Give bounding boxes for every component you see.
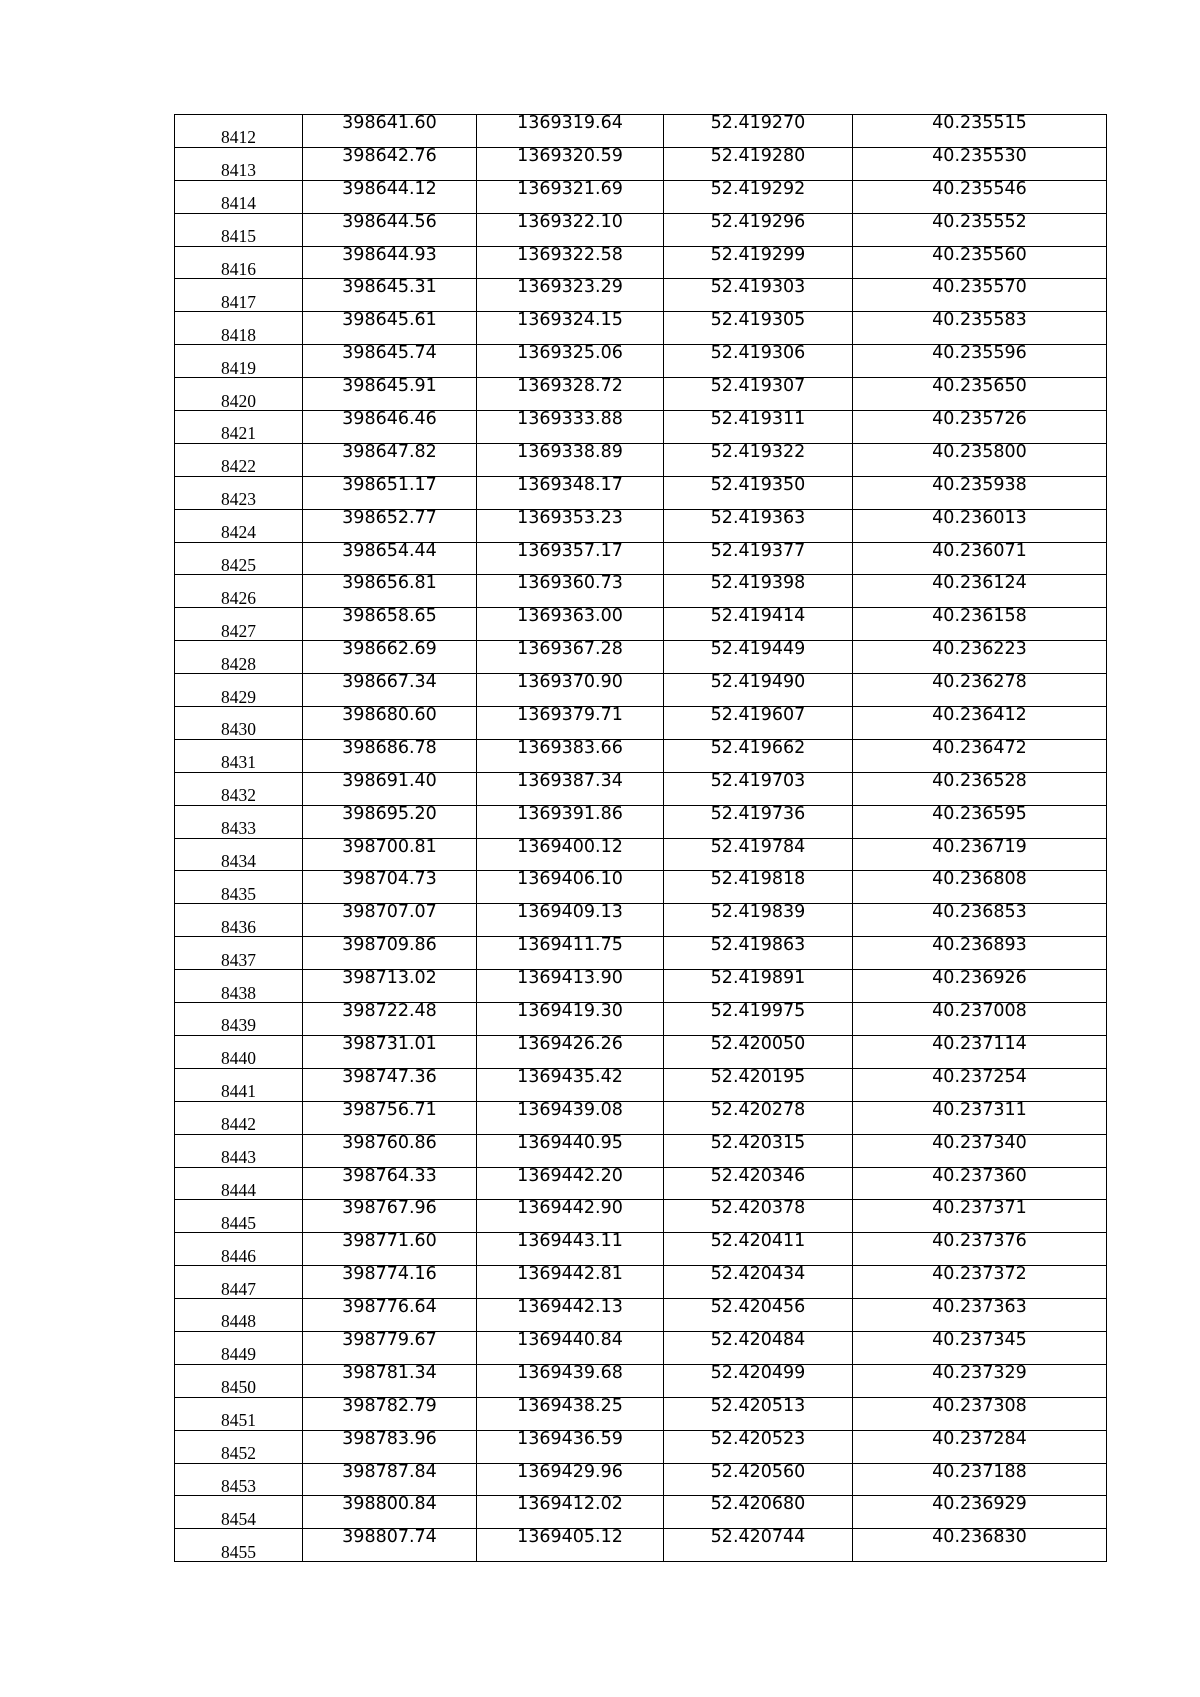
x-coordinate-cell: 398644.12 xyxy=(303,180,477,213)
longitude-cell: 40.237329 xyxy=(853,1364,1107,1397)
longitude-cell: 40.236808 xyxy=(853,871,1107,904)
longitude-cell: 40.237114 xyxy=(853,1035,1107,1068)
point-number-cell: 8449 xyxy=(175,1331,303,1364)
latitude-cell: 52.419307 xyxy=(664,378,853,411)
point-number-cell: 8412 xyxy=(175,115,303,148)
y-coordinate-cell: 1369323.29 xyxy=(477,279,664,312)
point-number-cell: 8414 xyxy=(175,180,303,213)
y-coordinate-cell: 1369411.75 xyxy=(477,937,664,970)
x-coordinate-cell: 398658.65 xyxy=(303,608,477,641)
point-number-cell: 8435 xyxy=(175,871,303,904)
table-row xyxy=(175,246,1107,279)
x-coordinate-cell: 398662.69 xyxy=(303,641,477,674)
longitude-cell: 40.237308 xyxy=(853,1397,1107,1430)
latitude-cell: 52.420484 xyxy=(664,1331,853,1364)
longitude-cell: 40.237363 xyxy=(853,1299,1107,1332)
point-number-cell: 8443 xyxy=(175,1134,303,1167)
y-coordinate-cell: 1369405.12 xyxy=(477,1529,664,1562)
latitude-cell: 52.420523 xyxy=(664,1430,853,1463)
table-row xyxy=(175,575,1107,608)
latitude-cell: 52.419296 xyxy=(664,213,853,246)
table-row xyxy=(175,312,1107,345)
latitude-cell: 52.419350 xyxy=(664,476,853,509)
x-coordinate-cell: 398700.81 xyxy=(303,838,477,871)
point-number-cell: 8451 xyxy=(175,1397,303,1430)
y-coordinate-cell: 1369324.15 xyxy=(477,312,664,345)
latitude-cell: 52.420378 xyxy=(664,1200,853,1233)
longitude-cell: 40.237340 xyxy=(853,1134,1107,1167)
x-coordinate-cell: 398776.64 xyxy=(303,1299,477,1332)
table-row xyxy=(175,115,1107,148)
longitude-cell: 40.237360 xyxy=(853,1167,1107,1200)
longitude-cell: 40.235596 xyxy=(853,345,1107,378)
latitude-cell: 52.419322 xyxy=(664,443,853,476)
point-number-cell: 8445 xyxy=(175,1200,303,1233)
latitude-cell: 52.419490 xyxy=(664,674,853,707)
y-coordinate-cell: 1369319.64 xyxy=(477,115,664,148)
table-row xyxy=(175,411,1107,444)
longitude-cell: 40.236071 xyxy=(853,542,1107,575)
y-coordinate-cell: 1369379.71 xyxy=(477,707,664,740)
longitude-cell: 40.237254 xyxy=(853,1068,1107,1101)
x-coordinate-cell: 398654.44 xyxy=(303,542,477,575)
table-row xyxy=(175,937,1107,970)
y-coordinate-cell: 1369439.68 xyxy=(477,1364,664,1397)
x-coordinate-cell: 398645.74 xyxy=(303,345,477,378)
y-coordinate-cell: 1369443.11 xyxy=(477,1233,664,1266)
longitude-cell: 40.236412 xyxy=(853,707,1107,740)
point-number-cell: 8433 xyxy=(175,805,303,838)
table-row xyxy=(175,345,1107,378)
table-row xyxy=(175,1397,1107,1430)
x-coordinate-cell: 398771.60 xyxy=(303,1233,477,1266)
table-row xyxy=(175,707,1107,740)
y-coordinate-cell: 1369442.90 xyxy=(477,1200,664,1233)
y-coordinate-cell: 1369442.20 xyxy=(477,1167,664,1200)
x-coordinate-cell: 398774.16 xyxy=(303,1266,477,1299)
point-number-cell: 8454 xyxy=(175,1496,303,1529)
x-coordinate-cell: 398781.34 xyxy=(303,1364,477,1397)
latitude-cell: 52.419280 xyxy=(664,147,853,180)
latitude-cell: 52.420434 xyxy=(664,1266,853,1299)
longitude-cell: 40.236893 xyxy=(853,937,1107,970)
latitude-cell: 52.420513 xyxy=(664,1397,853,1430)
x-coordinate-cell: 398764.33 xyxy=(303,1167,477,1200)
table-row xyxy=(175,1200,1107,1233)
table-row xyxy=(175,1299,1107,1332)
point-number-cell: 8426 xyxy=(175,575,303,608)
y-coordinate-cell: 1369367.28 xyxy=(477,641,664,674)
x-coordinate-cell: 398807.74 xyxy=(303,1529,477,1562)
x-coordinate-cell: 398787.84 xyxy=(303,1463,477,1496)
x-coordinate-cell: 398642.76 xyxy=(303,147,477,180)
point-number-cell: 8455 xyxy=(175,1529,303,1562)
x-coordinate-cell: 398645.91 xyxy=(303,378,477,411)
point-number-cell: 8431 xyxy=(175,739,303,772)
table-row xyxy=(175,805,1107,838)
table-row xyxy=(175,1167,1107,1200)
point-number-cell: 8428 xyxy=(175,641,303,674)
longitude-cell: 40.235570 xyxy=(853,279,1107,312)
y-coordinate-cell: 1369353.23 xyxy=(477,509,664,542)
x-coordinate-cell: 398680.60 xyxy=(303,707,477,740)
x-coordinate-cell: 398646.46 xyxy=(303,411,477,444)
x-coordinate-cell: 398645.31 xyxy=(303,279,477,312)
latitude-cell: 52.419607 xyxy=(664,707,853,740)
longitude-cell: 40.237376 xyxy=(853,1233,1107,1266)
table-row xyxy=(175,970,1107,1003)
longitude-cell: 40.237345 xyxy=(853,1331,1107,1364)
longitude-cell: 40.235530 xyxy=(853,147,1107,180)
x-coordinate-cell: 398707.07 xyxy=(303,904,477,937)
latitude-cell: 52.419703 xyxy=(664,772,853,805)
y-coordinate-cell: 1369322.10 xyxy=(477,213,664,246)
point-number-cell: 8438 xyxy=(175,970,303,1003)
latitude-cell: 52.419784 xyxy=(664,838,853,871)
y-coordinate-cell: 1369440.84 xyxy=(477,1331,664,1364)
point-number-cell: 8448 xyxy=(175,1299,303,1332)
latitude-cell: 52.419414 xyxy=(664,608,853,641)
point-number-cell: 8424 xyxy=(175,509,303,542)
x-coordinate-cell: 398691.40 xyxy=(303,772,477,805)
x-coordinate-cell: 398704.73 xyxy=(303,871,477,904)
x-coordinate-cell: 398667.34 xyxy=(303,674,477,707)
y-coordinate-cell: 1369338.89 xyxy=(477,443,664,476)
longitude-cell: 40.237284 xyxy=(853,1430,1107,1463)
point-number-cell: 8418 xyxy=(175,312,303,345)
longitude-cell: 40.236472 xyxy=(853,739,1107,772)
longitude-cell: 40.235560 xyxy=(853,246,1107,279)
latitude-cell: 52.419818 xyxy=(664,871,853,904)
latitude-cell: 52.419292 xyxy=(664,180,853,213)
point-number-cell: 8422 xyxy=(175,443,303,476)
y-coordinate-cell: 1369328.72 xyxy=(477,378,664,411)
longitude-cell: 40.235515 xyxy=(853,115,1107,148)
y-coordinate-cell: 1369442.81 xyxy=(477,1266,664,1299)
table-row xyxy=(175,1233,1107,1266)
table-row xyxy=(175,1496,1107,1529)
y-coordinate-cell: 1369391.86 xyxy=(477,805,664,838)
y-coordinate-cell: 1369400.12 xyxy=(477,838,664,871)
x-coordinate-cell: 398644.56 xyxy=(303,213,477,246)
table-row xyxy=(175,476,1107,509)
x-coordinate-cell: 398782.79 xyxy=(303,1397,477,1430)
longitude-cell: 40.237371 xyxy=(853,1200,1107,1233)
y-coordinate-cell: 1369363.00 xyxy=(477,608,664,641)
x-coordinate-cell: 398709.86 xyxy=(303,937,477,970)
point-number-cell: 8442 xyxy=(175,1101,303,1134)
longitude-cell: 40.236013 xyxy=(853,509,1107,542)
x-coordinate-cell: 398800.84 xyxy=(303,1496,477,1529)
latitude-cell: 52.419662 xyxy=(664,739,853,772)
y-coordinate-cell: 1369419.30 xyxy=(477,1003,664,1036)
y-coordinate-cell: 1369406.10 xyxy=(477,871,664,904)
table-row xyxy=(175,1529,1107,1562)
table-row xyxy=(175,1331,1107,1364)
x-coordinate-cell: 398645.61 xyxy=(303,312,477,345)
x-coordinate-cell: 398641.60 xyxy=(303,115,477,148)
point-number-cell: 8434 xyxy=(175,838,303,871)
y-coordinate-cell: 1369413.90 xyxy=(477,970,664,1003)
y-coordinate-cell: 1369357.17 xyxy=(477,542,664,575)
table-row xyxy=(175,509,1107,542)
latitude-cell: 52.419449 xyxy=(664,641,853,674)
point-number-cell: 8417 xyxy=(175,279,303,312)
longitude-cell: 40.236528 xyxy=(853,772,1107,805)
latitude-cell: 52.419306 xyxy=(664,345,853,378)
table-row xyxy=(175,279,1107,312)
table-row xyxy=(175,871,1107,904)
point-number-cell: 8437 xyxy=(175,937,303,970)
longitude-cell: 40.236719 xyxy=(853,838,1107,871)
longitude-cell: 40.235650 xyxy=(853,378,1107,411)
x-coordinate-cell: 398783.96 xyxy=(303,1430,477,1463)
y-coordinate-cell: 1369370.90 xyxy=(477,674,664,707)
table-row xyxy=(175,641,1107,674)
latitude-cell: 52.420315 xyxy=(664,1134,853,1167)
point-number-cell: 8439 xyxy=(175,1003,303,1036)
point-number-cell: 8440 xyxy=(175,1035,303,1068)
longitude-cell: 40.236926 xyxy=(853,970,1107,1003)
longitude-cell: 40.235800 xyxy=(853,443,1107,476)
y-coordinate-cell: 1369426.26 xyxy=(477,1035,664,1068)
latitude-cell: 52.420560 xyxy=(664,1463,853,1496)
point-number-cell: 8423 xyxy=(175,476,303,509)
latitude-cell: 52.419299 xyxy=(664,246,853,279)
point-number-cell: 8447 xyxy=(175,1266,303,1299)
x-coordinate-cell: 398779.67 xyxy=(303,1331,477,1364)
longitude-cell: 40.235546 xyxy=(853,180,1107,213)
table-row xyxy=(175,378,1107,411)
table-row xyxy=(175,739,1107,772)
longitude-cell: 40.235938 xyxy=(853,476,1107,509)
latitude-cell: 52.419891 xyxy=(664,970,853,1003)
point-number-cell: 8427 xyxy=(175,608,303,641)
latitude-cell: 52.419736 xyxy=(664,805,853,838)
latitude-cell: 52.420680 xyxy=(664,1496,853,1529)
longitude-cell: 40.236278 xyxy=(853,674,1107,707)
longitude-cell: 40.237372 xyxy=(853,1266,1107,1299)
table-row xyxy=(175,147,1107,180)
table-row xyxy=(175,213,1107,246)
table-row xyxy=(175,1266,1107,1299)
latitude-cell: 52.419398 xyxy=(664,575,853,608)
y-coordinate-cell: 1369438.25 xyxy=(477,1397,664,1430)
y-coordinate-cell: 1369409.13 xyxy=(477,904,664,937)
x-coordinate-cell: 398747.36 xyxy=(303,1068,477,1101)
table-row xyxy=(175,1134,1107,1167)
point-number-cell: 8415 xyxy=(175,213,303,246)
point-number-cell: 8430 xyxy=(175,707,303,740)
latitude-cell: 52.420456 xyxy=(664,1299,853,1332)
latitude-cell: 52.420195 xyxy=(664,1068,853,1101)
y-coordinate-cell: 1369436.59 xyxy=(477,1430,664,1463)
table-row xyxy=(175,1463,1107,1496)
longitude-cell: 40.236158 xyxy=(853,608,1107,641)
y-coordinate-cell: 1369320.59 xyxy=(477,147,664,180)
table-row xyxy=(175,608,1107,641)
latitude-cell: 52.420411 xyxy=(664,1233,853,1266)
y-coordinate-cell: 1369429.96 xyxy=(477,1463,664,1496)
latitude-cell: 52.419863 xyxy=(664,937,853,970)
longitude-cell: 40.235583 xyxy=(853,312,1107,345)
longitude-cell: 40.237188 xyxy=(853,1463,1107,1496)
x-coordinate-cell: 398767.96 xyxy=(303,1200,477,1233)
table-row xyxy=(175,772,1107,805)
table-row xyxy=(175,542,1107,575)
point-number-cell: 8436 xyxy=(175,904,303,937)
y-coordinate-cell: 1369321.69 xyxy=(477,180,664,213)
table-row xyxy=(175,180,1107,213)
y-coordinate-cell: 1369442.13 xyxy=(477,1299,664,1332)
latitude-cell: 52.419311 xyxy=(664,411,853,444)
table-row xyxy=(175,1101,1107,1134)
latitude-cell: 52.420278 xyxy=(664,1101,853,1134)
y-coordinate-cell: 1369440.95 xyxy=(477,1134,664,1167)
table-row xyxy=(175,1430,1107,1463)
longitude-cell: 40.236595 xyxy=(853,805,1107,838)
table-row xyxy=(175,838,1107,871)
point-number-cell: 8425 xyxy=(175,542,303,575)
point-number-cell: 8450 xyxy=(175,1364,303,1397)
longitude-cell: 40.236830 xyxy=(853,1529,1107,1562)
x-coordinate-cell: 398695.20 xyxy=(303,805,477,838)
y-coordinate-cell: 1369360.73 xyxy=(477,575,664,608)
latitude-cell: 52.420346 xyxy=(664,1167,853,1200)
x-coordinate-cell: 398656.81 xyxy=(303,575,477,608)
x-coordinate-cell: 398647.82 xyxy=(303,443,477,476)
latitude-cell: 52.419303 xyxy=(664,279,853,312)
table-row xyxy=(175,1364,1107,1397)
x-coordinate-cell: 398756.71 xyxy=(303,1101,477,1134)
table-row xyxy=(175,904,1107,937)
point-number-cell: 8444 xyxy=(175,1167,303,1200)
latitude-cell: 52.419839 xyxy=(664,904,853,937)
y-coordinate-cell: 1369439.08 xyxy=(477,1101,664,1134)
y-coordinate-cell: 1369348.17 xyxy=(477,476,664,509)
latitude-cell: 52.419270 xyxy=(664,115,853,148)
point-number-cell: 8441 xyxy=(175,1068,303,1101)
longitude-cell: 40.236124 xyxy=(853,575,1107,608)
longitude-cell: 40.237311 xyxy=(853,1101,1107,1134)
longitude-cell: 40.236223 xyxy=(853,641,1107,674)
point-number-cell: 8419 xyxy=(175,345,303,378)
y-coordinate-cell: 1369322.58 xyxy=(477,246,664,279)
table-row xyxy=(175,1068,1107,1101)
x-coordinate-cell: 398722.48 xyxy=(303,1003,477,1036)
latitude-cell: 52.420499 xyxy=(664,1364,853,1397)
x-coordinate-cell: 398760.86 xyxy=(303,1134,477,1167)
latitude-cell: 52.420744 xyxy=(664,1529,853,1562)
table-row xyxy=(175,1035,1107,1068)
table-row xyxy=(175,443,1107,476)
point-number-cell: 8416 xyxy=(175,246,303,279)
longitude-cell: 40.236853 xyxy=(853,904,1107,937)
coordinates-table xyxy=(174,114,1107,1562)
point-number-cell: 8420 xyxy=(175,378,303,411)
longitude-cell: 40.235726 xyxy=(853,411,1107,444)
y-coordinate-cell: 1369387.34 xyxy=(477,772,664,805)
x-coordinate-cell: 398644.93 xyxy=(303,246,477,279)
point-number-cell: 8421 xyxy=(175,411,303,444)
table-row xyxy=(175,1003,1107,1036)
x-coordinate-cell: 398651.17 xyxy=(303,476,477,509)
latitude-cell: 52.420050 xyxy=(664,1035,853,1068)
point-number-cell: 8452 xyxy=(175,1430,303,1463)
point-number-cell: 8453 xyxy=(175,1463,303,1496)
latitude-cell: 52.419305 xyxy=(664,312,853,345)
longitude-cell: 40.235552 xyxy=(853,213,1107,246)
y-coordinate-cell: 1369435.42 xyxy=(477,1068,664,1101)
point-number-cell: 8413 xyxy=(175,147,303,180)
y-coordinate-cell: 1369325.06 xyxy=(477,345,664,378)
point-number-cell: 8432 xyxy=(175,772,303,805)
table-row xyxy=(175,674,1107,707)
x-coordinate-cell: 398713.02 xyxy=(303,970,477,1003)
x-coordinate-cell: 398731.01 xyxy=(303,1035,477,1068)
latitude-cell: 52.419975 xyxy=(664,1003,853,1036)
coordinates-table-body xyxy=(175,115,1107,1562)
latitude-cell: 52.419363 xyxy=(664,509,853,542)
x-coordinate-cell: 398686.78 xyxy=(303,739,477,772)
latitude-cell: 52.419377 xyxy=(664,542,853,575)
x-coordinate-cell: 398652.77 xyxy=(303,509,477,542)
point-number-cell: 8446 xyxy=(175,1233,303,1266)
longitude-cell: 40.236929 xyxy=(853,1496,1107,1529)
point-number-cell: 8429 xyxy=(175,674,303,707)
longitude-cell: 40.237008 xyxy=(853,1003,1107,1036)
y-coordinate-cell: 1369412.02 xyxy=(477,1496,664,1529)
y-coordinate-cell: 1369383.66 xyxy=(477,739,664,772)
y-coordinate-cell: 1369333.88 xyxy=(477,411,664,444)
